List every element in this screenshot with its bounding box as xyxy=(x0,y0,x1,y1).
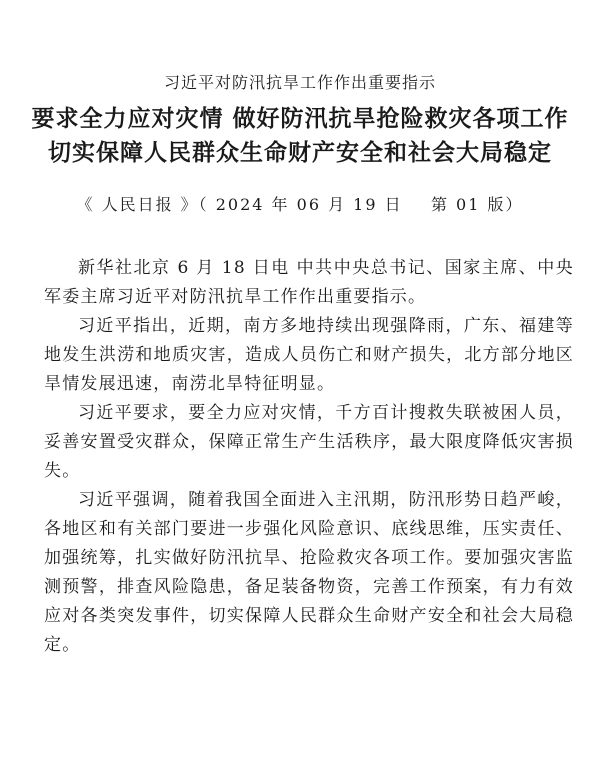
headline-line-2: 切实保障人民群众生命财产安全和社会大局稳定 xyxy=(48,139,552,166)
source-line: 《 人民日报 》（ 2024 年 06 月 19 日 第 01 版） xyxy=(76,195,524,214)
paragraph-3: 习近平要求，要全力应对灾情，千方百计搜救失联被困人员，妥善安置受灾群众，保障正常生产生活秩序，最大限度降低灾害损失。 xyxy=(44,403,574,481)
headline-line-1: 要求全力应对灾情 做好防汛抗旱抢险救灾各项工作 xyxy=(31,105,569,132)
article-body xyxy=(44,254,574,660)
paragraph-4: 习近平强调，随着我国全面进入主汛期，防汛形势日趋严峻，各地区和有关部门要进一步强化风险意识、底线思维，压实责任、加强统筹，扎实做好防汛抗旱、抢险救灾各项工作。要加强灾害监测预警，排查风险隐患，备足装备物资，完善工作预案，有力有效应对各类突发事件，切实保障人民群众生命财产安全和社会大局稳定。 xyxy=(44,490,574,655)
paragraph-1: 新华社北京 6 月 18 日电 中共中央总书记、国家主席、中央军委主席习近平对防汛抗旱工作作出重要指示。 xyxy=(44,258,574,307)
paragraph-2: 习近平指出，近期，南方多地持续出现强降雨，广东、福建等地发生洪涝和地质灾害，造成人员伤亡和财产损失，北方部分地区旱情发展迅速，南涝北旱特征明显。 xyxy=(44,316,574,394)
article-kicker: 习近平对防汛抗旱工作作出重要指示 xyxy=(163,73,436,92)
